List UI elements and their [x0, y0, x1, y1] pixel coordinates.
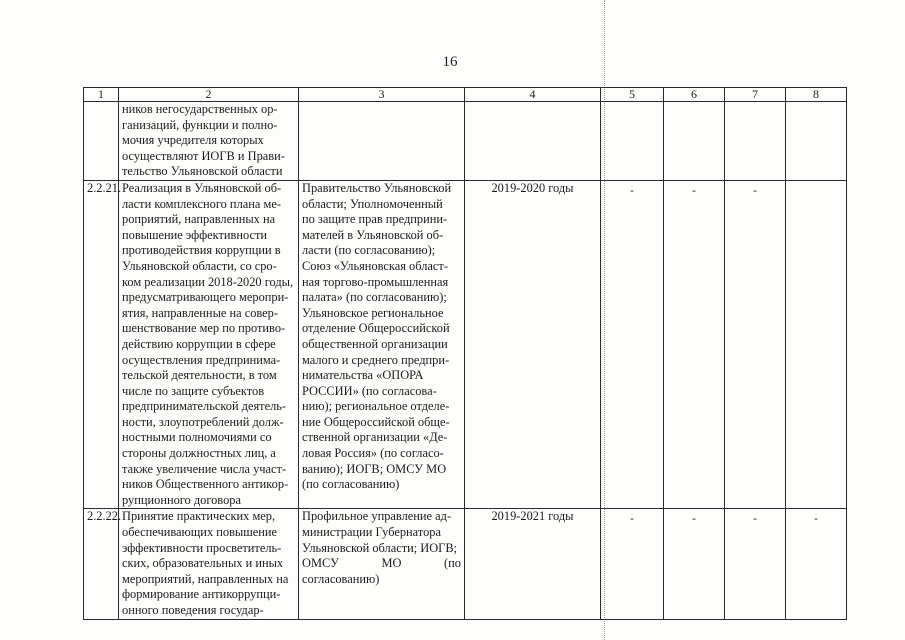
row-number: [84, 102, 119, 181]
table-header-row: [84, 88, 847, 102]
column-header-2: 2: [119, 88, 299, 102]
col7-value: -: [753, 511, 757, 526]
col7-cell: [725, 102, 786, 181]
column-header-5: 5: [601, 88, 664, 102]
measure-cell: [119, 180, 299, 508]
executors-cell: [299, 102, 465, 181]
col5-value: -: [630, 182, 634, 197]
executors-cell: [299, 509, 465, 619]
measure-text: Принятие практических мер, обеспечивающих повышение эффективности просветитель- ских, образовательных и иных мероприятий, направленных на формирование антикоррупци- онного поведения государ-: [122, 509, 289, 617]
column-header-1: 1: [84, 88, 119, 102]
col8-cell: [786, 509, 847, 619]
column-header-6: 6: [664, 88, 725, 102]
period-cell: 2019-2021 годы: [465, 509, 601, 619]
column-header-7: 7: [725, 88, 786, 102]
period-cell: [465, 102, 601, 181]
executors-text: Правительство Ульяновской области; Уполномоченный по защите прав предприни- мателей в Ульяновской об- ласти (по согласованию); Союз «Ульяновская област- ная торгово-промышленная палата» (по согласованию); Ульяновское региональное отделение Общероссийской общественной организации малого и среднего предпри- нимательства «ОПОРА РОССИИ» (по согласова- нию); региональное отделе- ние Общероссийской обще- ственной организации «Де- ловая Россия» (по согласо- ванию); ИОГВ; ОМСУ МО (по согласованию): [302, 180, 452, 492]
col6-cell: [664, 180, 725, 508]
col5-value: -: [630, 511, 634, 526]
col5-cell: [601, 509, 664, 619]
col7-cell: [725, 509, 786, 619]
table-row: [84, 509, 847, 619]
col5-cell: [601, 180, 664, 508]
col8-value: -: [814, 511, 818, 526]
period-cell: 2019-2020 годы: [465, 180, 601, 508]
row-number: 2.2.22.: [84, 509, 119, 619]
col6-value: -: [692, 182, 696, 197]
col6-cell: [664, 102, 725, 181]
page-number: 16: [442, 54, 458, 70]
col5-cell: [601, 102, 664, 181]
col7-value: -: [753, 182, 757, 197]
column-header-8: 8: [786, 88, 847, 102]
table-row: [84, 102, 847, 181]
executors-text: Профильное управление ад- министрации Губернатора Ульяновской области; ИОГВ; ОМСУ МО (по согласованию): [302, 509, 461, 586]
col7-cell: [725, 180, 786, 508]
col8-cell: [786, 102, 847, 181]
col8-cell: [786, 180, 847, 508]
column-header-4: 4: [465, 88, 601, 102]
measure-text: ников негосударственных ор- ганизаций, функции и полно- мочия учредителя которых осуществляют ИОГВ и Прави- тельство Ульяновской области: [122, 102, 285, 179]
measure-cell: [119, 102, 299, 181]
column-header-3: 3: [299, 88, 465, 102]
row-number: 2.2.21.: [84, 180, 119, 508]
table-row: [84, 180, 847, 508]
col6-value: -: [692, 511, 696, 526]
measure-text: Реализация в Ульяновской об- ласти комплексного плана ме- роприятий, направленных на повышение эффективности противодействия коррупции в Ульяновской области, со сро- ком реализации 2018-2020 годы, предусматривающего меропри- ятия, направленные на совер- шенствование мер по противо- действию коррупции в сфере осуществления предпринима- тельской деятельности, в том числе по защите субъектов предпринимательской деятель- ности, злоупотреблений долж- ностными полномочиями со стороны должностных лиц, а также увеличение числа участ- ников Общественного антикор- рупционного договора: [122, 180, 294, 507]
executors-cell: [299, 180, 465, 508]
measures-table: [83, 87, 847, 620]
measure-cell: [119, 509, 299, 619]
col6-cell: [664, 509, 725, 619]
